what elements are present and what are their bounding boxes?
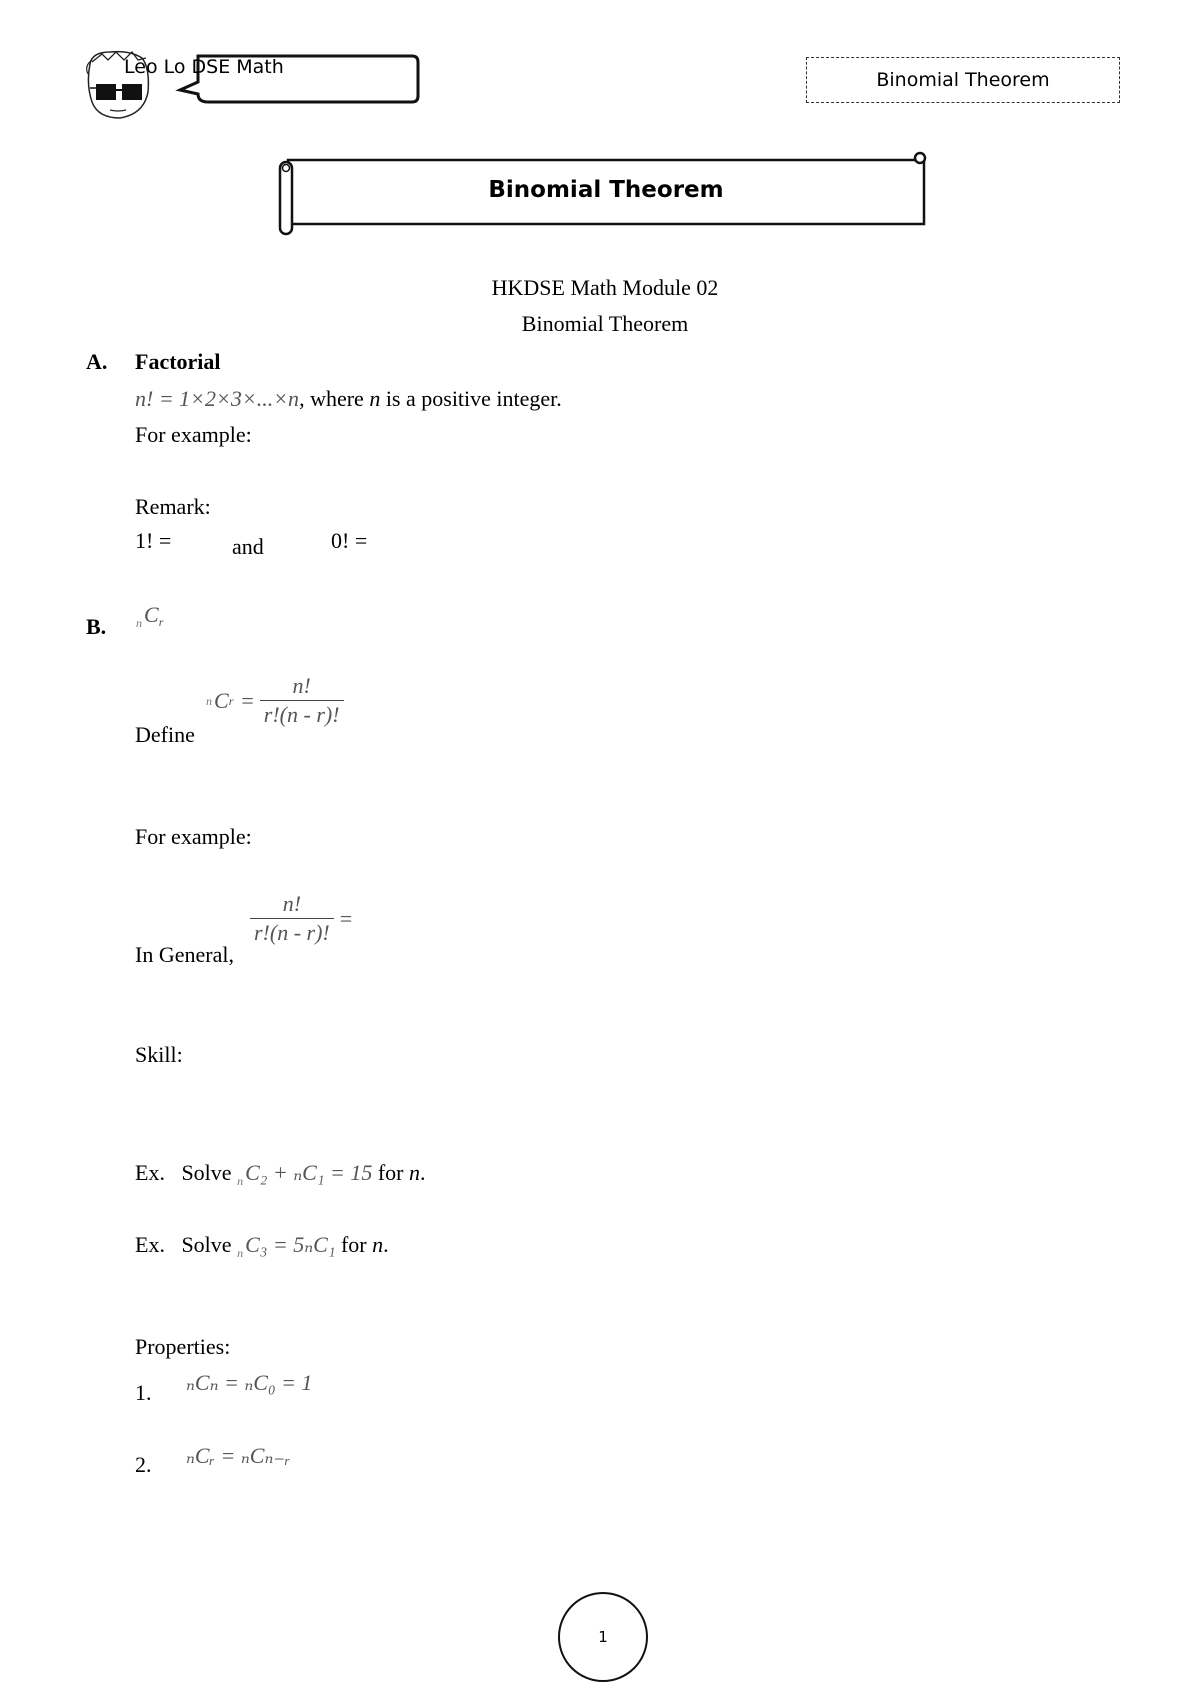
heading-main: C	[144, 602, 159, 627]
ex1-math: C₂ + ₙC₁ = 15	[245, 1160, 373, 1185]
heading-pre: n	[136, 616, 142, 630]
definition-text-b: is a positive integer.	[380, 386, 562, 411]
define-formula	[206, 672, 344, 729]
heading-sub: r	[158, 615, 164, 629]
factorial-definition	[135, 386, 562, 412]
define-lhs-pre: n	[206, 693, 212, 708]
define-label: Define	[135, 722, 195, 747]
section-b-label: B.	[86, 614, 107, 639]
topic-tag	[806, 57, 1120, 103]
remark-label: Remark:	[135, 494, 211, 519]
topic-tag-label: Binomial Theorem	[876, 69, 1050, 91]
ex1-suffix: for	[377, 1160, 404, 1185]
banner-title: Binomial Theorem	[488, 177, 724, 203]
ex1-pre: n	[237, 1174, 244, 1188]
general-label: In General,	[135, 942, 234, 967]
define-fraction	[260, 672, 344, 729]
define-denominator: r!(n - r)!	[263, 702, 340, 727]
ex2-suffix: for	[340, 1232, 367, 1257]
section-b-heading	[136, 602, 163, 636]
define-lhs-main: C	[214, 687, 229, 713]
section-a-title: Factorial	[135, 349, 221, 374]
section-a-label: A.	[86, 349, 108, 374]
intro-line-1: HKDSE Math Module 02	[491, 275, 719, 300]
define-lhs-sub: r	[228, 693, 234, 708]
example-2	[135, 1232, 389, 1266]
ex2-prefix: Ex. Solve	[135, 1232, 232, 1257]
factorial-formula: n! = 1×2×3×...×n	[135, 386, 300, 411]
one-factorial: 1! =	[135, 528, 172, 553]
skill-label: Skill:	[135, 1042, 183, 1067]
definition-var: n	[369, 386, 381, 411]
intro-line-2: Binomial Theorem	[521, 311, 689, 336]
for-example-a: For example:	[135, 422, 252, 447]
definition-text-a: , where	[299, 386, 370, 411]
general-fraction	[250, 890, 334, 947]
ex2-math: C₃ = 5ₙC₁	[245, 1232, 336, 1257]
property-1-number: 1.	[135, 1380, 152, 1405]
general-eq: =	[339, 905, 353, 931]
general-formula	[250, 890, 352, 947]
ex2-end: .	[383, 1232, 389, 1257]
brand-label: Leo Lo DSE Math	[124, 56, 284, 78]
general-numerator: n!	[250, 890, 334, 919]
example-1	[135, 1160, 425, 1194]
page-number: 1	[598, 1628, 608, 1646]
zero-factorial: 0! =	[331, 528, 368, 553]
for-example-b: For example:	[135, 824, 252, 849]
ex1-end: .	[419, 1160, 426, 1185]
ex1-var: n	[408, 1160, 420, 1185]
property-2-number: 2.	[135, 1452, 152, 1477]
and-word: and	[232, 534, 264, 559]
page-number-circle	[558, 1592, 648, 1682]
ex2-var: n	[372, 1232, 384, 1257]
define-numerator: n!	[260, 672, 344, 701]
properties-label: Properties:	[135, 1334, 231, 1359]
ex1-prefix: Ex. Solve	[135, 1160, 232, 1185]
general-denominator: r!(n - r)!	[254, 920, 330, 945]
property-2-formula: ₙCᵣ = ₙCₙ₋ᵣ	[186, 1443, 291, 1468]
property-1-formula: ₙCₙ = ₙC₀ = 1	[186, 1370, 313, 1395]
define-eq: =	[241, 687, 254, 713]
ex2-pre: n	[237, 1246, 244, 1260]
